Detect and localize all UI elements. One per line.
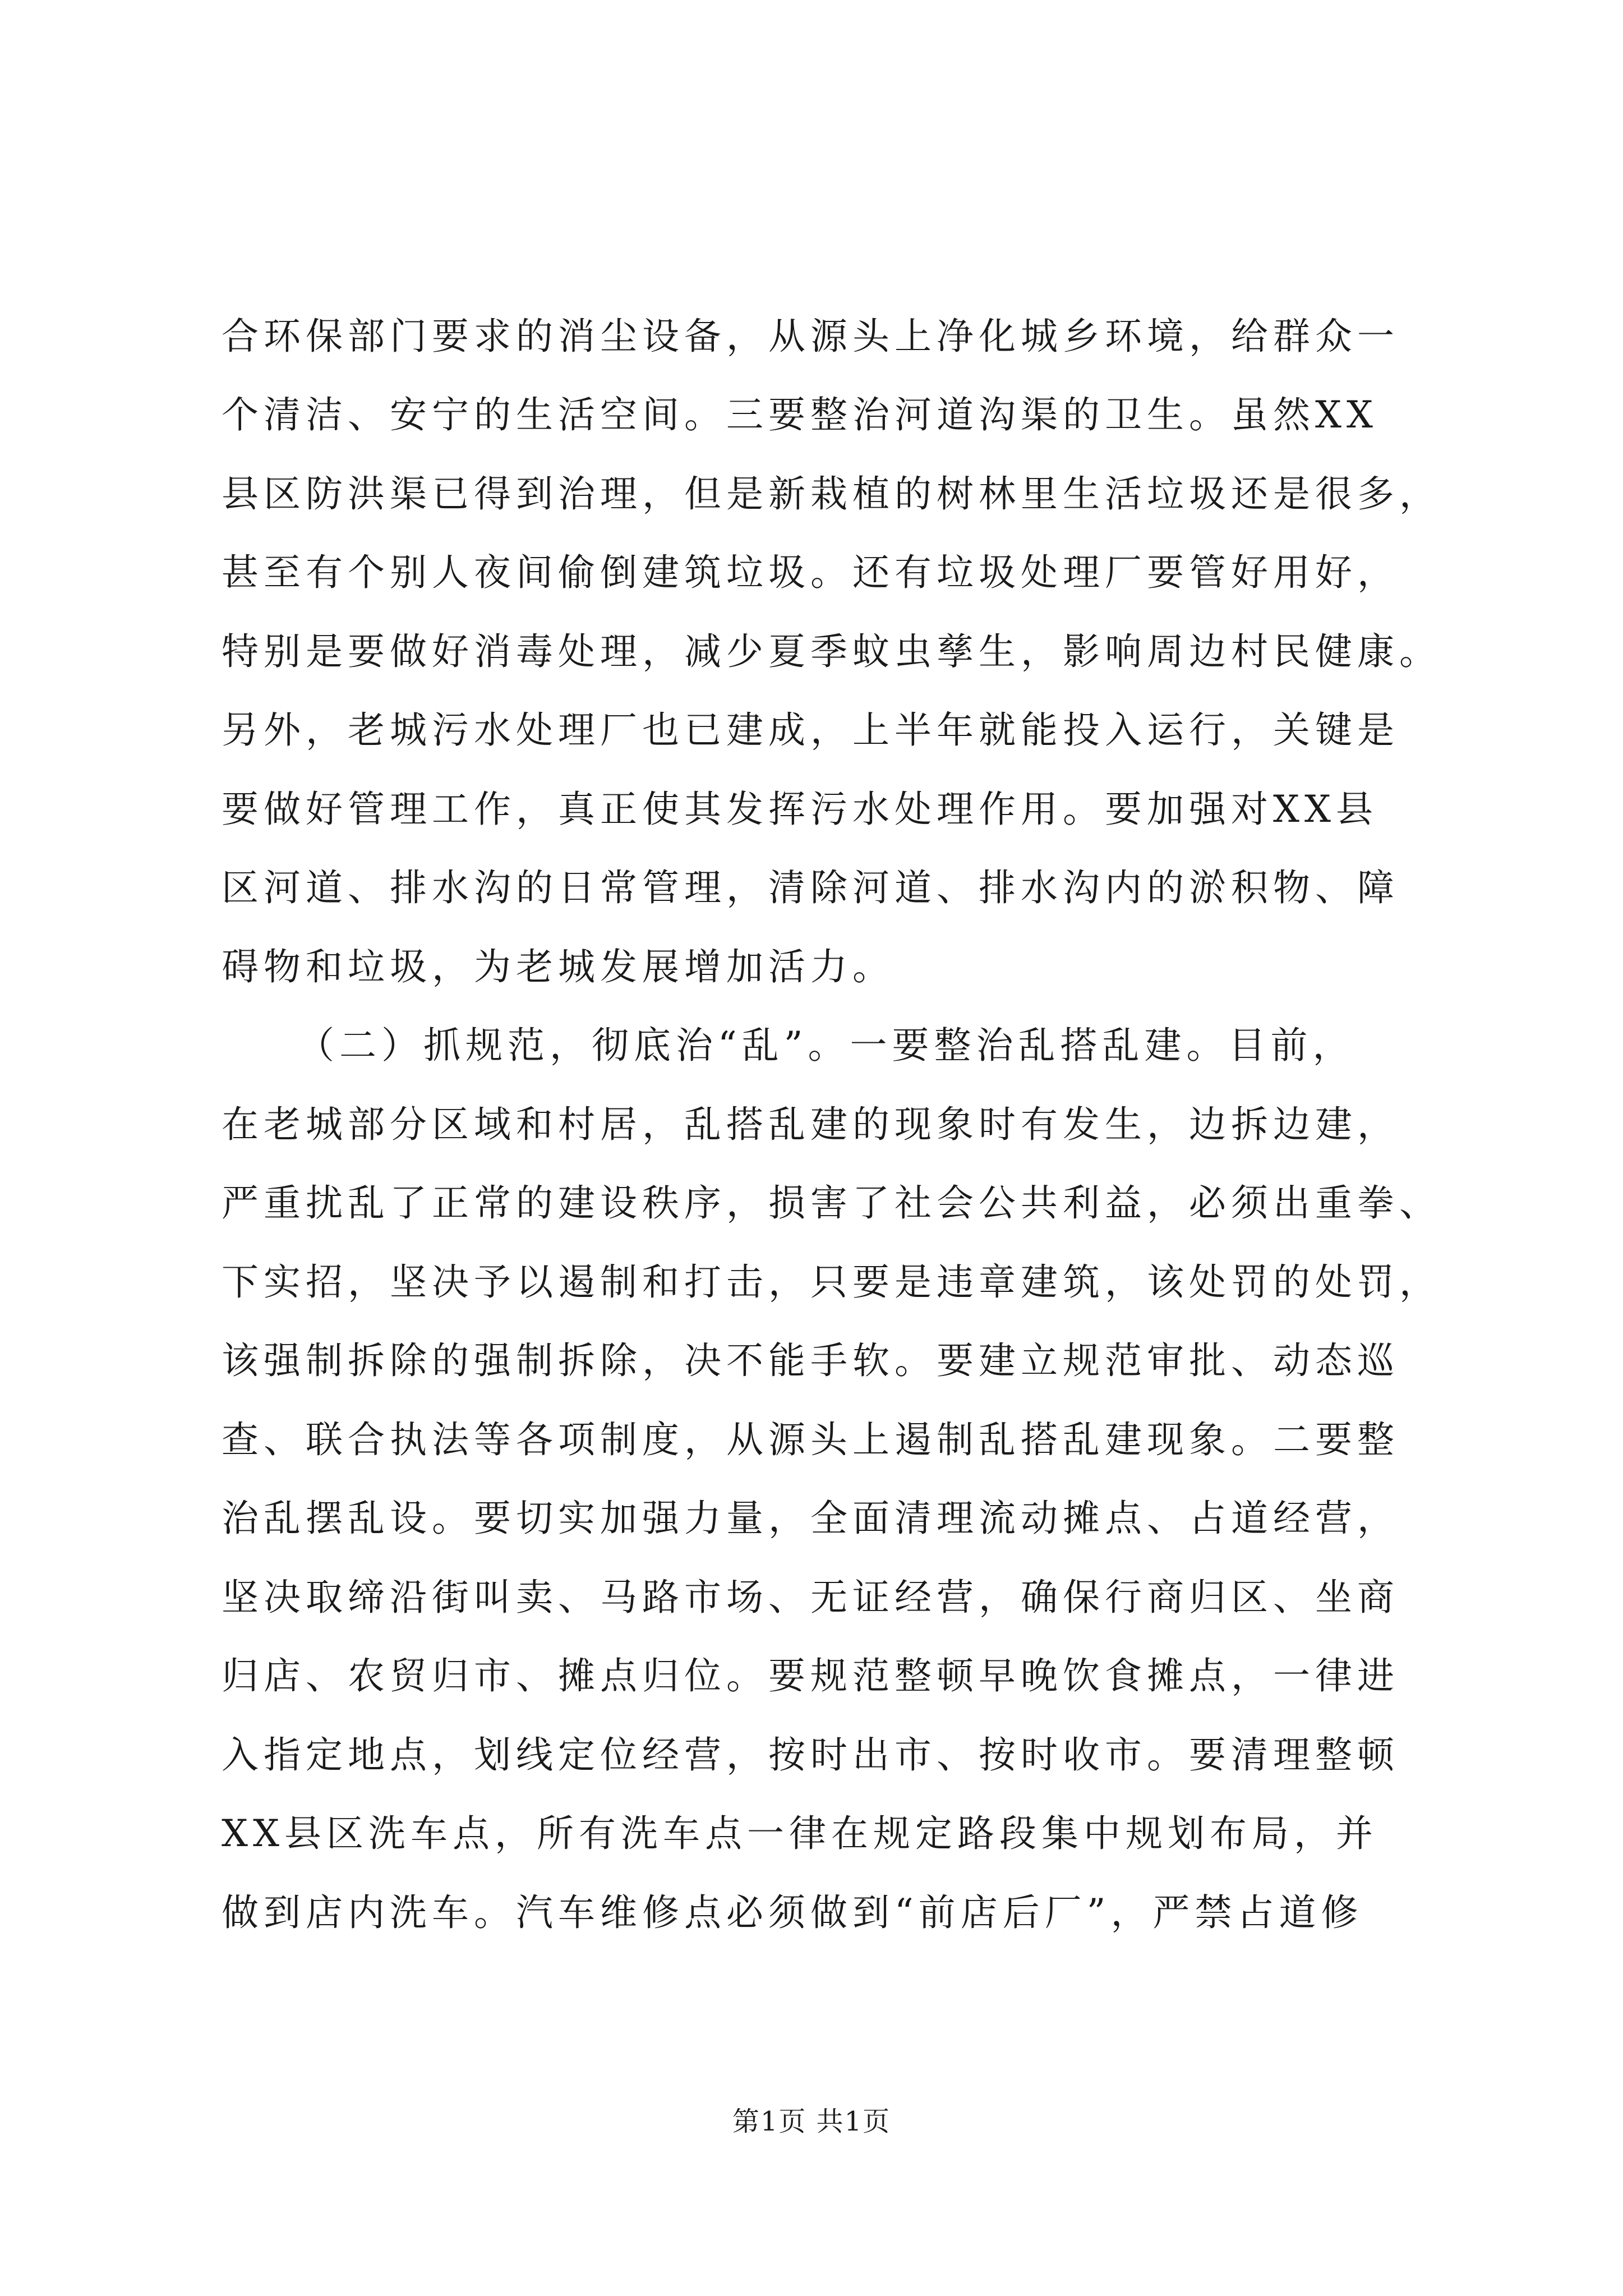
text-line: 坚决取缔沿街叫卖、马路市场、无证经营，确保行商归区、坐商 — [222, 1576, 1399, 1619]
text-line: 查、联合执法等各项制度，从源头上遏制乱搭乱建现象。二要整 — [222, 1418, 1399, 1461]
text-line: 特别是要做好消毒处理，减少夏季蚊虫孳生，影响周边村民健康。 — [222, 630, 1441, 673]
text-line: XX县区洗车点，所有洗车点一律在规定路段集中规划布局，并 — [222, 1812, 1378, 1855]
text-line: 要做好管理工作，真正使其发挥污水处理作用。要加强对XX县 — [222, 788, 1378, 831]
text-line: 下实招，坚决予以遏制和打击，只要是违章建筑，该处罚的处罚， — [222, 1260, 1441, 1304]
text-line: 县区防洪渠已得到治理，但是新栽植的树林里生活垃圾还是很多， — [222, 472, 1441, 516]
text-line: 个清洁、安宁的生活空间。三要整治河道沟渠的卫生。虽然XX — [222, 393, 1378, 436]
text-line: 入指定地点，划线定位经营，按时出市、按时收市。要清理整顿 — [222, 1733, 1399, 1777]
text-line: 严重扰乱了正常的建设秩序，损害了社会公共利益，必须出重拳、 — [222, 1181, 1441, 1225]
text-line: 归店、农贸归市、摊点归位。要规范整顿早晚饮食摊点，一律进 — [222, 1654, 1399, 1697]
text-line: 治乱摆乱设。要切实加强力量，全面清理流动摊点、占道经营， — [222, 1497, 1399, 1540]
text-line: 合环保部门要求的消尘设备，从源头上净化城乡环境，给群众一 — [222, 315, 1399, 358]
page-footer — [0, 2105, 1623, 2138]
text-line: 在老城部分区域和村居，乱搭乱建的现象时有发生，边拆边建， — [222, 1103, 1399, 1146]
text-line: 另外，老城污水处理厂也已建成，上半年就能投入运行，关键是 — [222, 708, 1399, 752]
paragraph-start-line: （二）抓规范，彻底治“乱”。一要整治乱搭乱建。目前， — [297, 1024, 1355, 1067]
text-line: 甚至有个别人夜间偷倒建筑垃圾。还有垃圾处理厂要管好用好， — [222, 551, 1399, 594]
text-line: 碍物和垃圾，为老城发展增加活力。 — [222, 945, 895, 988]
text-line: 区河道、排水沟的日常管理，清除河道、排水沟内的淤积物、障 — [222, 866, 1399, 909]
text-line: 该强制拆除的强制拆除，决不能手软。要建立规范审批、动态巡 — [222, 1339, 1399, 1382]
page-number-label: 第1页 共1页 — [732, 2106, 891, 2137]
text-line: 做到店内洗车。汽车维修点必须做到“前店后厂”，严禁占道修 — [222, 1891, 1363, 1934]
